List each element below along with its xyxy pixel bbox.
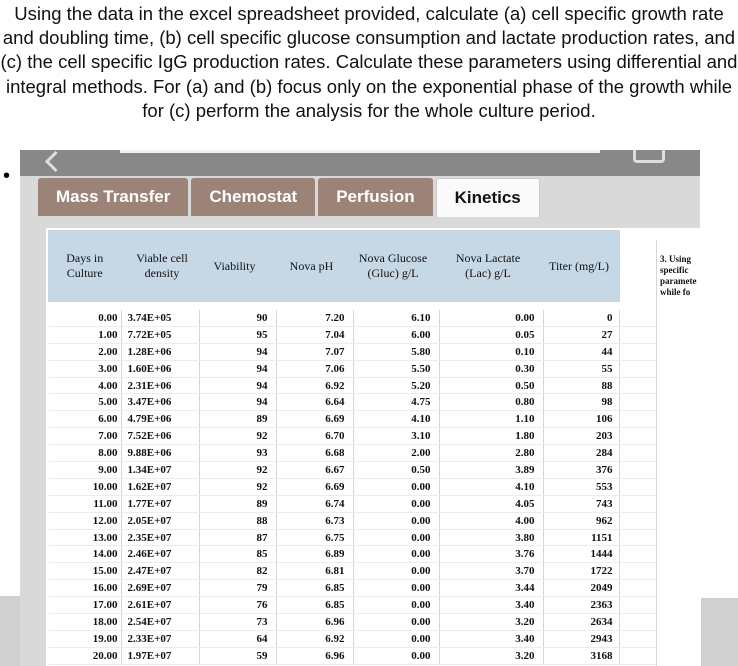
cell-viable-density[interactable]: 2.46E+07 <box>121 546 199 563</box>
cell-day[interactable]: 1.00 <box>49 326 122 343</box>
header-row <box>49 231 693 302</box>
background-panel-left <box>0 596 20 666</box>
cell-titer[interactable]: 88 <box>543 377 619 394</box>
cell-ph[interactable]: 6.96 <box>276 614 353 631</box>
cell-titer[interactable]: 3168 <box>543 647 619 664</box>
cell-viable-density[interactable]: 2.47E+07 <box>121 563 199 580</box>
cell-titer[interactable]: 203 <box>543 428 619 445</box>
table-row <box>49 462 693 479</box>
cell-lactate[interactable]: 3.76 <box>439 546 543 563</box>
culture-data-table <box>48 230 693 665</box>
tab-chemostat[interactable]: Chemostat <box>191 178 315 216</box>
cell-ph[interactable]: 6.67 <box>276 462 353 479</box>
cell-viable-density[interactable]: 3.74E+05 <box>121 310 199 326</box>
question-text: Using the data in the excel spreadsheet provided, calculate (a) cell specific growth rate and doubling time, (b) cell specific glucose consumption and lactate production rates, and (c) the cell specific IgG production rates. Calculate these parameters using differential and integral methods. For (a) and (b) focus only on the exponential phase of the growth while for (c) perform the analysis for the whole culture period. <box>0 3 738 121</box>
cell-glucose[interactable]: 3.10 <box>353 428 439 445</box>
cell-lactate[interactable]: 0.50 <box>439 377 543 394</box>
cell-ph[interactable]: 6.85 <box>276 597 353 614</box>
background-panel-right <box>700 598 738 666</box>
cell-glucose[interactable]: 0.00 <box>353 563 439 580</box>
cell-viability[interactable]: 82 <box>199 563 276 580</box>
cell-viable-density[interactable]: 1.62E+07 <box>121 478 199 495</box>
cell-titer[interactable]: 553 <box>543 478 619 495</box>
cell-glucose[interactable]: 0.00 <box>353 495 439 512</box>
cell-day[interactable]: 5.00 <box>49 394 122 411</box>
cell-lactate[interactable]: 0.00 <box>439 310 543 326</box>
table-row <box>49 326 693 343</box>
spreadsheet-grid <box>46 228 700 666</box>
cell-viability[interactable]: 89 <box>199 411 276 428</box>
cell-glucose[interactable]: 0.00 <box>353 647 439 664</box>
cell-viability[interactable]: 93 <box>199 445 276 462</box>
cell-ph[interactable]: 6.64 <box>276 394 353 411</box>
cell-viability[interactable]: 94 <box>199 394 276 411</box>
cell-lactate[interactable]: 4.00 <box>439 512 543 529</box>
cell-viable-density[interactable]: 1.34E+07 <box>121 462 199 479</box>
cell-glucose[interactable]: 0.00 <box>353 630 439 647</box>
cell-glucose[interactable]: 5.80 <box>353 343 439 360</box>
table-row <box>49 597 693 614</box>
cell-ph[interactable]: 6.75 <box>276 529 353 546</box>
cell-viable-density[interactable]: 7.72E+05 <box>121 326 199 343</box>
cell-lactate[interactable]: 3.20 <box>439 614 543 631</box>
table-row <box>49 563 693 580</box>
cell-day[interactable]: 18.00 <box>49 614 122 631</box>
cell-glucose[interactable]: 0.50 <box>353 462 439 479</box>
table-row <box>49 343 693 360</box>
cell-viability[interactable]: 89 <box>199 495 276 512</box>
top-bar-edge <box>120 150 600 153</box>
tab-perfusion[interactable]: Perfusion <box>318 178 432 216</box>
cell-ph[interactable]: 6.70 <box>276 428 353 445</box>
cell-viable-density[interactable]: 4.79E+06 <box>121 411 199 428</box>
cell-lactate[interactable]: 4.10 <box>439 478 543 495</box>
cell-glucose[interactable]: 6.00 <box>353 326 439 343</box>
cell-titer[interactable]: 376 <box>543 462 619 479</box>
cell-viability[interactable]: 92 <box>199 478 276 495</box>
cell-viable-density[interactable]: 2.31E+06 <box>121 377 199 394</box>
table-row <box>49 377 693 394</box>
header-ph[interactable]: Nova pH <box>276 231 353 302</box>
cell-ph[interactable]: 6.74 <box>276 495 353 512</box>
cell-titer[interactable]: 2363 <box>543 597 619 614</box>
cell-titer[interactable]: 1151 <box>543 529 619 546</box>
table-row <box>49 647 693 664</box>
cell-viability[interactable]: 87 <box>199 529 276 546</box>
cell-lactate[interactable]: 3.44 <box>439 580 543 597</box>
cell-day[interactable]: 12.00 <box>49 512 122 529</box>
cell-lactate[interactable]: 3.80 <box>439 529 543 546</box>
cell-viable-density[interactable]: 2.69E+07 <box>121 580 199 597</box>
cell-lactate[interactable]: 1.10 <box>439 411 543 428</box>
cell-glucose[interactable]: 4.75 <box>353 394 439 411</box>
cell-lactate[interactable]: 0.80 <box>439 394 543 411</box>
app-top-bar <box>20 150 700 176</box>
cell-viability[interactable]: 92 <box>199 462 276 479</box>
table-body <box>49 310 693 664</box>
cell-titer[interactable]: 2049 <box>543 580 619 597</box>
cell-day[interactable]: 6.00 <box>49 411 122 428</box>
cell-day[interactable]: 3.00 <box>49 360 122 377</box>
cell-glucose[interactable]: 2.00 <box>353 445 439 462</box>
cell-titer[interactable]: 962 <box>543 512 619 529</box>
table-row <box>49 478 693 495</box>
cell-lactate[interactable]: 3.40 <box>439 630 543 647</box>
header-viability[interactable]: Viability <box>199 231 276 302</box>
cell-glucose[interactable]: 0.00 <box>353 478 439 495</box>
cell-day[interactable]: 9.00 <box>49 462 122 479</box>
table-row <box>49 529 693 546</box>
cell-viability[interactable]: 73 <box>199 614 276 631</box>
cell-titer[interactable]: 2943 <box>543 630 619 647</box>
cell-ph[interactable]: 6.85 <box>276 580 353 597</box>
cell-ph[interactable]: 6.81 <box>276 563 353 580</box>
cell-day[interactable]: 10.00 <box>49 478 122 495</box>
back-chevron-icon[interactable] <box>45 151 66 172</box>
cell-titer[interactable]: 55 <box>543 360 619 377</box>
cell-day[interactable]: 15.00 <box>49 563 122 580</box>
table-row <box>49 360 693 377</box>
cell-day[interactable]: 7.00 <box>49 428 122 445</box>
header-days[interactable]: Days in Culture <box>49 231 122 302</box>
cell-glucose[interactable]: 0.00 <box>353 546 439 563</box>
cell-viable-density[interactable]: 7.52E+06 <box>121 428 199 445</box>
cell-viable-density[interactable]: 2.35E+07 <box>121 529 199 546</box>
cell-day[interactable]: 16.00 <box>49 580 122 597</box>
table-row <box>49 394 693 411</box>
cell-titer[interactable]: 1722 <box>543 563 619 580</box>
cell-day[interactable]: 11.00 <box>49 495 122 512</box>
header-lactate[interactable]: Nova Lactate (Lac) g/L <box>439 231 543 302</box>
header-titer[interactable]: Titer (mg/L) <box>543 231 619 302</box>
window-icon[interactable] <box>633 150 665 163</box>
cell-day[interactable]: 4.00 <box>49 377 122 394</box>
cell-viability[interactable]: 85 <box>199 546 276 563</box>
cell-viability[interactable]: 79 <box>199 580 276 597</box>
cell-glucose[interactable]: 0.00 <box>353 529 439 546</box>
cell-ph[interactable]: 6.69 <box>276 411 353 428</box>
cell-ph[interactable]: 7.07 <box>276 343 353 360</box>
cell-titer[interactable]: 106 <box>543 411 619 428</box>
cell-ph[interactable]: 6.68 <box>276 445 353 462</box>
cell-day[interactable]: 13.00 <box>49 529 122 546</box>
header-viable-cell-density[interactable]: Viable cell density <box>121 231 199 302</box>
table-row <box>49 546 693 563</box>
table-row <box>49 630 693 647</box>
cell-titer[interactable]: 743 <box>543 495 619 512</box>
table-row <box>49 428 693 445</box>
cell-lactate[interactable]: 4.05 <box>439 495 543 512</box>
cell-viable-density[interactable]: 2.61E+07 <box>121 597 199 614</box>
bullet-point: • <box>3 165 11 187</box>
tab-mass-transfer[interactable]: Mass Transfer <box>38 178 188 216</box>
cell-day[interactable]: 0.00 <box>49 310 122 326</box>
table-row <box>49 614 693 631</box>
cell-ph[interactable]: 7.04 <box>276 326 353 343</box>
cell-glucose[interactable]: 0.00 <box>353 580 439 597</box>
cell-day[interactable]: 19.00 <box>49 630 122 647</box>
cell-viability[interactable]: 59 <box>199 647 276 664</box>
table-row <box>49 445 693 462</box>
cell-ph[interactable]: 6.96 <box>276 647 353 664</box>
cell-ph[interactable]: 7.20 <box>276 310 353 326</box>
cell-ph[interactable]: 6.92 <box>276 377 353 394</box>
cell-glucose[interactable]: 4.10 <box>353 411 439 428</box>
header-glucose[interactable]: Nova Glucose (Gluc) g/L <box>353 231 439 302</box>
cell-viable-density[interactable]: 1.60E+06 <box>121 360 199 377</box>
cell-ph[interactable]: 6.73 <box>276 512 353 529</box>
tab-kinetics[interactable]: Kinetics <box>436 178 540 217</box>
cell-lactate[interactable]: 0.30 <box>439 360 543 377</box>
cell-day[interactable]: 2.00 <box>49 343 122 360</box>
cell-glucose[interactable]: 0.00 <box>353 512 439 529</box>
cell-lactate[interactable]: 3.70 <box>439 563 543 580</box>
cell-viability[interactable]: 64 <box>199 630 276 647</box>
cell-viability[interactable]: 95 <box>199 326 276 343</box>
spacer-row <box>49 302 693 311</box>
cell-viability[interactable]: 94 <box>199 377 276 394</box>
cell-lactate[interactable]: 3.20 <box>439 647 543 664</box>
cell-titer[interactable]: 98 <box>543 394 619 411</box>
cell-titer[interactable]: 0 <box>543 310 619 326</box>
cell-glucose[interactable]: 0.00 <box>353 614 439 631</box>
cell-viable-density[interactable]: 1.77E+07 <box>121 495 199 512</box>
cell-viability[interactable]: 94 <box>199 360 276 377</box>
cell-glucose[interactable]: 0.00 <box>353 597 439 614</box>
cell-viable-density[interactable]: 3.47E+06 <box>121 394 199 411</box>
table-row <box>49 495 693 512</box>
cell-day[interactable]: 20.00 <box>49 647 122 664</box>
cell-viable-density[interactable]: 9.88E+06 <box>121 445 199 462</box>
cell-day[interactable]: 8.00 <box>49 445 122 462</box>
cell-titer[interactable]: 44 <box>543 343 619 360</box>
side-note-text: 3. Using specific paramete while fo <box>660 254 698 314</box>
cell-day[interactable]: 14.00 <box>49 546 122 563</box>
cell-viable-density[interactable]: 2.33E+07 <box>121 630 199 647</box>
cell-viable-density[interactable]: 1.28E+06 <box>121 343 199 360</box>
cell-ph[interactable]: 6.92 <box>276 630 353 647</box>
cell-viable-density[interactable]: 2.54E+07 <box>121 614 199 631</box>
cell-day[interactable]: 17.00 <box>49 597 122 614</box>
cell-titer[interactable]: 27 <box>543 326 619 343</box>
table-row <box>49 580 693 597</box>
cell-ph[interactable]: 6.89 <box>276 546 353 563</box>
table-row <box>49 512 693 529</box>
spreadsheet-screenshot <box>20 150 700 666</box>
cell-titer[interactable]: 284 <box>543 445 619 462</box>
cell-glucose[interactable]: 5.50 <box>353 360 439 377</box>
cell-viability[interactable]: 76 <box>199 597 276 614</box>
cell-titer[interactable]: 1444 <box>543 546 619 563</box>
cell-viability[interactable]: 90 <box>199 310 276 326</box>
cell-lactate[interactable]: 2.80 <box>439 445 543 462</box>
cell-lactate[interactable]: 1.80 <box>439 428 543 445</box>
sheet-tabs <box>38 178 540 218</box>
spacer-cell <box>49 302 693 311</box>
cell-viability[interactable]: 88 <box>199 512 276 529</box>
cell-glucose[interactable]: 6.10 <box>353 310 439 326</box>
cell-titer[interactable]: 2634 <box>543 614 619 631</box>
table-row <box>49 411 693 428</box>
cell-ph[interactable]: 7.06 <box>276 360 353 377</box>
cell-viable-density[interactable]: 2.05E+07 <box>121 512 199 529</box>
cell-glucose[interactable]: 5.20 <box>353 377 439 394</box>
table-row <box>49 310 693 326</box>
cell-lactate[interactable]: 0.05 <box>439 326 543 343</box>
cell-ph[interactable]: 6.69 <box>276 478 353 495</box>
cell-lactate[interactable]: 0.10 <box>439 343 543 360</box>
cell-lactate[interactable]: 3.89 <box>439 462 543 479</box>
cell-viability[interactable]: 94 <box>199 343 276 360</box>
cell-viability[interactable]: 92 <box>199 428 276 445</box>
cell-lactate[interactable]: 3.40 <box>439 597 543 614</box>
cell-viable-density[interactable]: 1.97E+07 <box>121 647 199 664</box>
